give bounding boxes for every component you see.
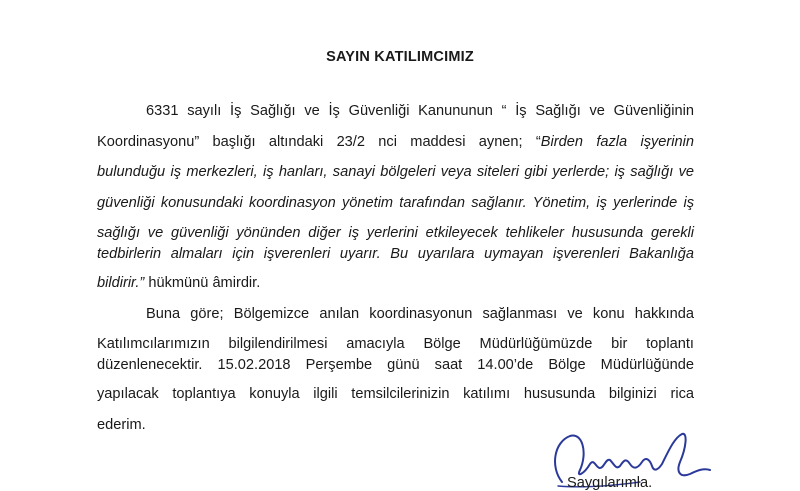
paragraph-1-line-2-text: Koordinasyonu” başlığı altındaki 23/2 nci maddesi aynen; “	[97, 134, 541, 150]
paragraph-1-line-7-quote: bildirir.”	[97, 275, 145, 291]
paragraph-2-line-3: düzenlenecektir. 15.02.2018 Perşembe günü saat 14.00’de Bölge Müdürlüğünde	[97, 357, 694, 373]
closing-text: Saygılarımla.	[567, 475, 653, 491]
paragraph-1-line-1: 6331 sayılı İş Sağlığı ve İş Güvenliği Kanununun “ İş Sağlığı ve Güvenliğinin	[146, 103, 694, 119]
paragraph-1-line-4: güvenliği konusundaki koordinasyon yönetim tarafından sağlanır. Yönetim, iş yerlerinde iş	[97, 195, 694, 211]
letter-title: SAYIN KATILIMCIMIZ	[326, 49, 474, 65]
paragraph-1-line-2-quote: Birden fazla işyerinin	[540, 134, 694, 150]
paragraph-1-line-2	[97, 133, 694, 151]
paragraph-1-line-3: bulunduğu iş merkezleri, iş hanları, sanayi bölgeleri veya siteleri gibi yerlerde; iş sağlığı ve	[97, 164, 694, 180]
paragraph-1-line-7	[97, 274, 694, 292]
paragraph-2-line-5: ederim.	[97, 417, 146, 433]
paragraph-1-line-7-text: hükmünü âmirdir.	[144, 275, 261, 291]
paragraph-1-line-6: tedbirlerin almaları için işverenleri uyarır. Bu uyarılara uymayan işverenleri Bakanlığa	[97, 246, 694, 262]
paragraph-2-line-4: yapılacak toplantıya konuyla ilgili temsilcilerinizin katılımı hususunda bilginizi rica	[97, 386, 694, 402]
paragraph-2-line-1: Buna göre; Bölgemizce anılan koordinasyonun sağlanması ve konu hakkında	[146, 306, 694, 322]
paragraph-1-line-5: sağlığı ve güvenliği yönünden diğer iş yerlerini etkileyecek tehlikeler hususunda gerekli	[97, 225, 694, 241]
paragraph-2-line-2: Katılımcılarımızın bilgilendirilmesi amacıyla Bölge Müdürlüğümüzde bir toplantı	[97, 336, 694, 352]
